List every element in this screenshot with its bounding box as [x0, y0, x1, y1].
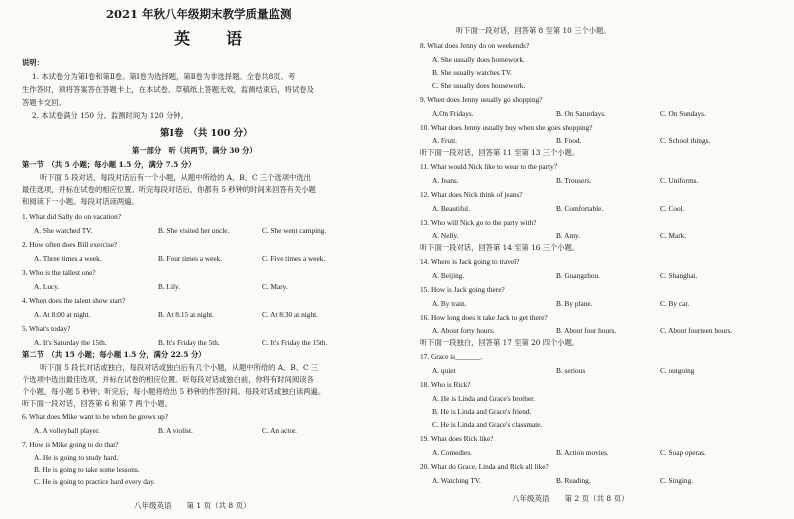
option-b: B. Guangzhou. — [556, 271, 600, 280]
page-footer: 八年级英语 第 2 页（共 8 页） — [512, 494, 629, 503]
question-text: 5. What's today? — [22, 324, 71, 333]
option-b: B. Action movies. — [556, 448, 609, 457]
option-a: A. quiet — [432, 366, 456, 375]
option-a: A. Beijing. — [432, 271, 465, 280]
notes-line: 答题卡交回。 — [22, 98, 66, 107]
subject-title: 英 语 — [174, 29, 253, 48]
option-b: B. Trousers. — [556, 176, 592, 185]
option-c: C. On Sundays. — [660, 109, 706, 118]
monologue-intro: 听下面一段独白，回答第 17 至第 20 四个小题。 — [420, 338, 580, 347]
option-c: C. At 8:30 at night. — [262, 310, 318, 319]
left-page — [22, 0, 392, 519]
notes-label: 说明： — [22, 58, 44, 67]
question-text: 20. What do Grace, Linda and Rick all like? — [420, 462, 549, 471]
question-text: 9. When does Jenny usually go shopping? — [420, 95, 543, 104]
option-b: B. She visited her uncle. — [158, 226, 230, 235]
option-c: C. An actor. — [262, 426, 297, 435]
option-a: A. He is Linda and Grace's brother. — [432, 394, 536, 403]
instruction-line: 听下面 5 段对话，每段对话后有一个小题，从题中所给的 A、B、C 三个选项中选出 — [40, 173, 311, 182]
option-c: C. Cool. — [660, 204, 685, 213]
option-c: C. About fourteen hours. — [660, 326, 733, 335]
option-b: B. At 8:15 at night. — [158, 310, 214, 319]
option-a: A. Beautiful. — [432, 204, 470, 213]
option-c: C. He is going to practice hard every day. — [34, 477, 156, 486]
option-b: B. Amy. — [556, 231, 581, 240]
part-one-heading: 第一部分 听（共两节，满分 30 分） — [132, 146, 257, 155]
notes-line: 生作答时，须将答案答在答题卡上，在本试卷、草稿纸上答题无效，监测结束后，将试卷及 — [22, 85, 314, 94]
paper-one-title: 第Ⅰ卷 （共 100 分） — [160, 128, 253, 139]
option-c: C. She usually does housework. — [432, 81, 526, 90]
question-text: 1. What did Sally do on vacation? — [22, 212, 121, 221]
option-c: C. Shanghai. — [660, 271, 698, 280]
instruction-line: 个小题，每小题 5 秒钟；听完后，每小题将给出 5 秒钟的作答时间。每段对话或独白读两遍。 — [22, 387, 326, 396]
option-b: B. He is going to take some lessons. — [34, 465, 140, 474]
option-a: A. Nelly. — [432, 231, 459, 240]
instruction-line: 和阅读下一小题。每段对话读两遍。 — [22, 197, 139, 206]
exam-title: 2021 年秋八年级期末教学质量监测 — [106, 7, 292, 21]
option-b: B. A violist. — [158, 426, 193, 435]
instruction-line: 个选项中选出最佳选项，并标在试卷的相应位置。听每段对话或独白前，你将有时间阅读各 — [22, 375, 314, 384]
option-b: B. She usually watches TV. — [432, 68, 512, 77]
option-b: B. By plane. — [556, 299, 593, 308]
question-text: 6. What does Mike want to be when he grows up? — [22, 412, 168, 421]
option-a: A. She usually does homework. — [432, 55, 525, 64]
option-c: C. outgoing — [660, 366, 695, 375]
dialogue-intro: 听下面一段对话，回答第 8 至第 10 三个小题。 — [456, 26, 611, 35]
question-text: 2. How often does Bill exercise? — [22, 240, 118, 249]
option-b: B. Four times a week. — [158, 254, 223, 263]
question-text: 18. Who is Rick? — [420, 380, 471, 389]
notes-line: 2. 本试卷满分 150 分。监测时间为 120 分钟。 — [32, 111, 188, 120]
option-a: A. Watching TV. — [432, 476, 481, 485]
option-c: C. Singing. — [660, 476, 694, 485]
option-b: B. Reading. — [556, 476, 591, 485]
question-text: 10. What does Jenny usually buy when she goes shopping? — [420, 123, 593, 132]
question-text: 4. When does the talent show start? — [22, 296, 126, 305]
dialogue-intro: 听下面一段对话，回答第 14 至第 16 三个小题。 — [420, 243, 580, 252]
option-c: C. School things. — [660, 136, 711, 145]
option-a: A. A volleyball player. — [34, 426, 100, 435]
option-c: C. Mark. — [660, 231, 687, 240]
option-a: A. Lucy. — [34, 282, 60, 291]
option-a: A. At 8:00 at night. — [34, 310, 91, 319]
option-a: A. Comedies. — [432, 448, 472, 457]
dialogue-intro: 听下面一段对话，回答第 11 至第 13 三个小题。 — [420, 148, 580, 157]
option-b: B. On Saturdays. — [556, 109, 606, 118]
option-b: B. Comfortable. — [556, 204, 604, 213]
section-one-heading: 第一节 （共 5 小题；每小题 1.5 分，满分 7.5 分） — [22, 160, 196, 169]
option-a: A. She watched TV. — [34, 226, 93, 235]
notes-line: 1. 本试卷分为第Ⅰ卷和第Ⅱ卷。第Ⅰ卷为选择题，第Ⅱ卷为非选择题。全卷共8页。考 — [32, 72, 296, 81]
question-text: 17. Grace is_______. — [420, 352, 483, 361]
question-text: 7. How is Mike going to do that? — [22, 440, 119, 449]
question-text: 3. Who is the tallest one? — [22, 268, 96, 277]
option-a: A. Three times a week. — [34, 254, 102, 263]
option-b: B. About four hours. — [556, 326, 617, 335]
option-a: A. Fruit. — [432, 136, 457, 145]
option-c: C. He is Linda and Grace's classmate. — [432, 420, 543, 429]
question-text: 19. What does Rick like? — [420, 434, 494, 443]
question-text: 14. Where is Jack going to travel? — [420, 257, 520, 266]
option-c: C. By car. — [660, 299, 690, 308]
option-c: C. Soap operas. — [660, 448, 706, 457]
option-c: C. Mary. — [262, 282, 288, 291]
question-text: 16. How long does it take Jack to get there? — [420, 313, 548, 322]
option-b: B. serious — [556, 366, 586, 375]
option-c: C. Uniforms. — [660, 176, 699, 185]
question-text: 15. How is Jack going there? — [420, 285, 505, 294]
option-c: C. She went camping. — [262, 226, 327, 235]
option-b: B. He is Linda and Grace's friend. — [432, 407, 532, 416]
question-text: 13. Who will Nick go to the party with? — [420, 218, 537, 227]
option-a: A.On Fridays. — [432, 109, 474, 118]
right-page — [420, 0, 790, 519]
option-b: B. Food. — [556, 136, 582, 145]
option-c: C. Five times a week. — [262, 254, 326, 263]
option-b: B. It's Friday the 5th. — [158, 338, 220, 347]
instruction-line: 最佳选项，并标在试卷的相应位置。听完每段对话后，你都有 5 秒钟的时间来回答有关小题 — [22, 185, 316, 194]
instruction-line: 听下面 5 段长对话或独白，每段对话或独白后有几个小题，从题中所给的 A、B、C 三 — [40, 363, 319, 372]
question-text: 12. What does Nick think of jeans? — [420, 190, 523, 199]
dialogue-intro: 听下面一段对话，回答第 6 和第 7 两个小题。 — [22, 399, 172, 408]
option-a: A. He is going to study hard. — [34, 453, 119, 462]
page-footer: 八年级英语 第 1 页（共 8 页） — [134, 501, 251, 510]
option-a: A. By train. — [432, 299, 467, 308]
option-a: A. About forty hours. — [432, 326, 495, 335]
question-text: 8. What does Jenny do on weekends? — [420, 41, 530, 50]
question-text: 11. What would Nick like to wear to the party？ — [420, 162, 562, 171]
option-a: A. It's Saturday the 15th. — [34, 338, 107, 347]
option-c: C. It's Friday the 15th. — [262, 338, 328, 347]
section-two-heading: 第二节 （共 15 小题；每小题 1.5 分，满分 22.5 分） — [22, 350, 206, 359]
option-a: A. Jeans. — [432, 176, 459, 185]
option-b: B. Lily. — [158, 282, 181, 291]
